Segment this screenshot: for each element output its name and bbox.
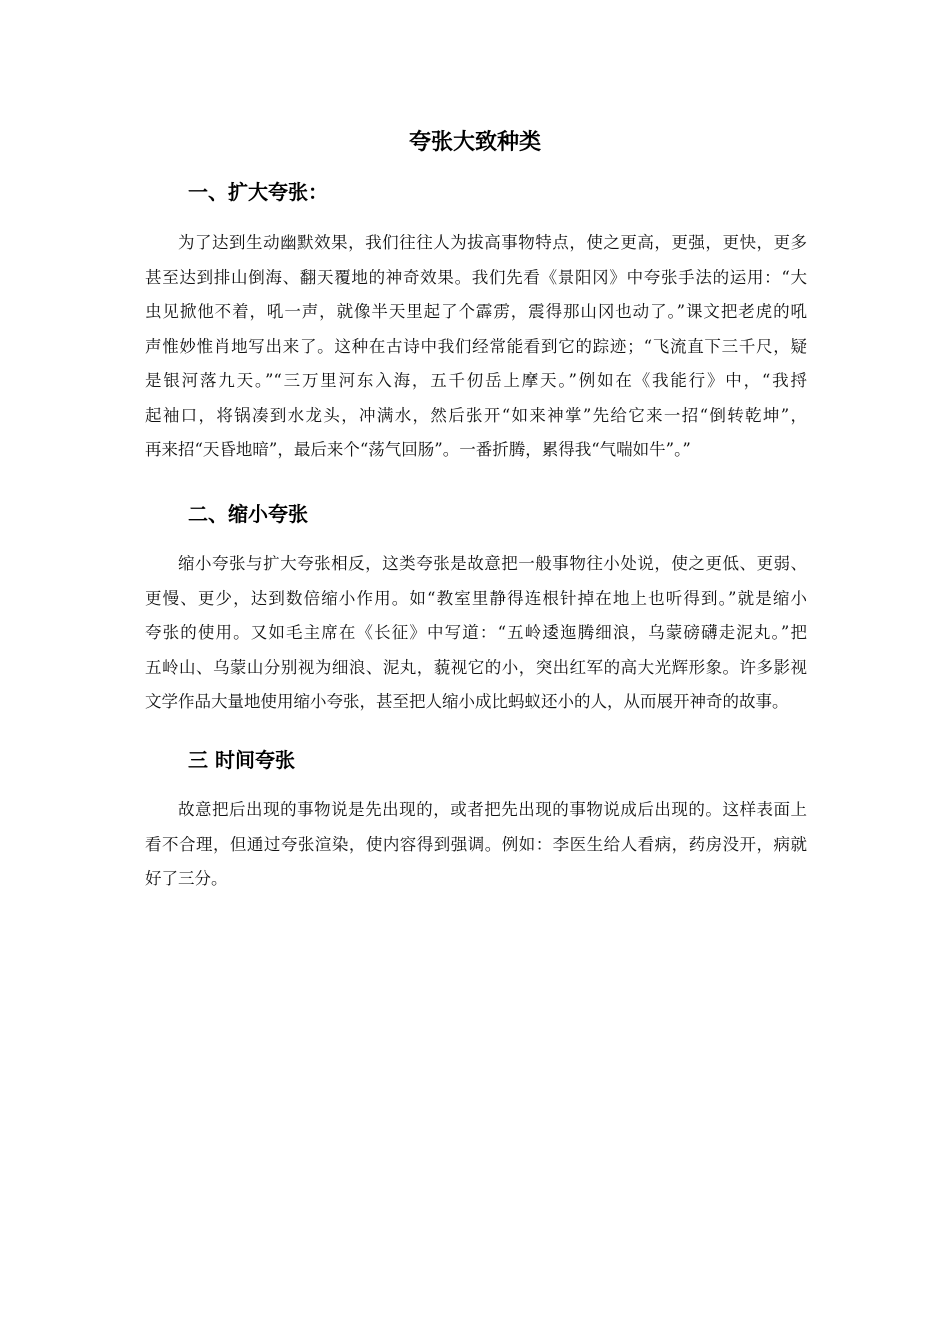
paragraph-line: 文学作品大量地使用缩小夸张，甚至把人缩小成比蚂蚁还小的人，从而展开神奇的故事。 <box>145 692 789 711</box>
section-paragraph-time <box>145 793 807 897</box>
paragraph-line: 是银河落九天。”“三万里河东入海，五千仞岳上摩天。”例如在《我能行》中，“我捋 <box>145 371 807 390</box>
paragraph-line: 为了达到生动幽默效果，我们往往人为拔高事物特点，使之更高，更强，更快，更多 <box>178 233 807 252</box>
section-heading-shrink: 二、缩小夸张 <box>188 502 308 526</box>
document-title: 夸张大致种类 <box>408 130 541 155</box>
paragraph-line: 更慢、更少，达到数倍缩小作用。如“教室里静得连根针掉在地上也听得到。”就是缩小 <box>145 588 807 608</box>
section-paragraph-shrink <box>145 547 807 720</box>
section-heading-time: 三 时间夸张 <box>188 748 295 772</box>
paragraph-line: 声惟妙惟肖地写出来了。这种在古诗中我们经常能看到它的踪迹；“飞流直下三千尺，疑 <box>145 336 807 356</box>
paragraph-line: 夸张的使用。又如毛主席在《长征》中写道：“五岭逶迤腾细浪，乌蒙磅礴走泥丸。”把 <box>145 623 807 642</box>
paragraph-line: 好了三分。 <box>145 869 228 888</box>
paragraph-line: 看不合理，但通过夸张渲染，使内容得到强调。例如：李医生给人看病，药房没开，病就 <box>145 834 807 854</box>
paragraph-line: 起袖口，将锅凑到水龙头，冲满水，然后张开“如来神掌”先给它来一招“倒转乾坤”， <box>145 405 807 425</box>
section-heading-expand: 一、扩大夸张： <box>188 180 328 204</box>
paragraph-line: 故意把后出现的事物说是先出现的，或者把先出现的事物说成后出现的。这样表面上 <box>178 800 807 819</box>
paragraph-line: 再来招“天昏地暗”，最后来个“荡气回肠”。一番折腾，累得我“气喘如牛”。” <box>145 440 691 459</box>
section-paragraph-expand <box>145 226 807 468</box>
paragraph-line: 缩小夸张与扩大夸张相反，这类夸张是故意把一般事物往小处说，使之更低、更弱、 <box>178 554 807 573</box>
paragraph-line: 五岭山、乌蒙山分别视为细浪、泥丸，藐视它的小，突出红军的高大光辉形象。许多影视 <box>145 657 807 677</box>
paragraph-line: 虫见掀他不着，吼一声，就像半天里起了个霹雳，震得那山冈也动了。”课文把老虎的吼 <box>145 302 807 321</box>
paragraph-line: 甚至达到排山倒海、翻天覆地的神奇效果。我们先看《景阳冈》中夸张手法的运用：“大 <box>145 267 807 287</box>
